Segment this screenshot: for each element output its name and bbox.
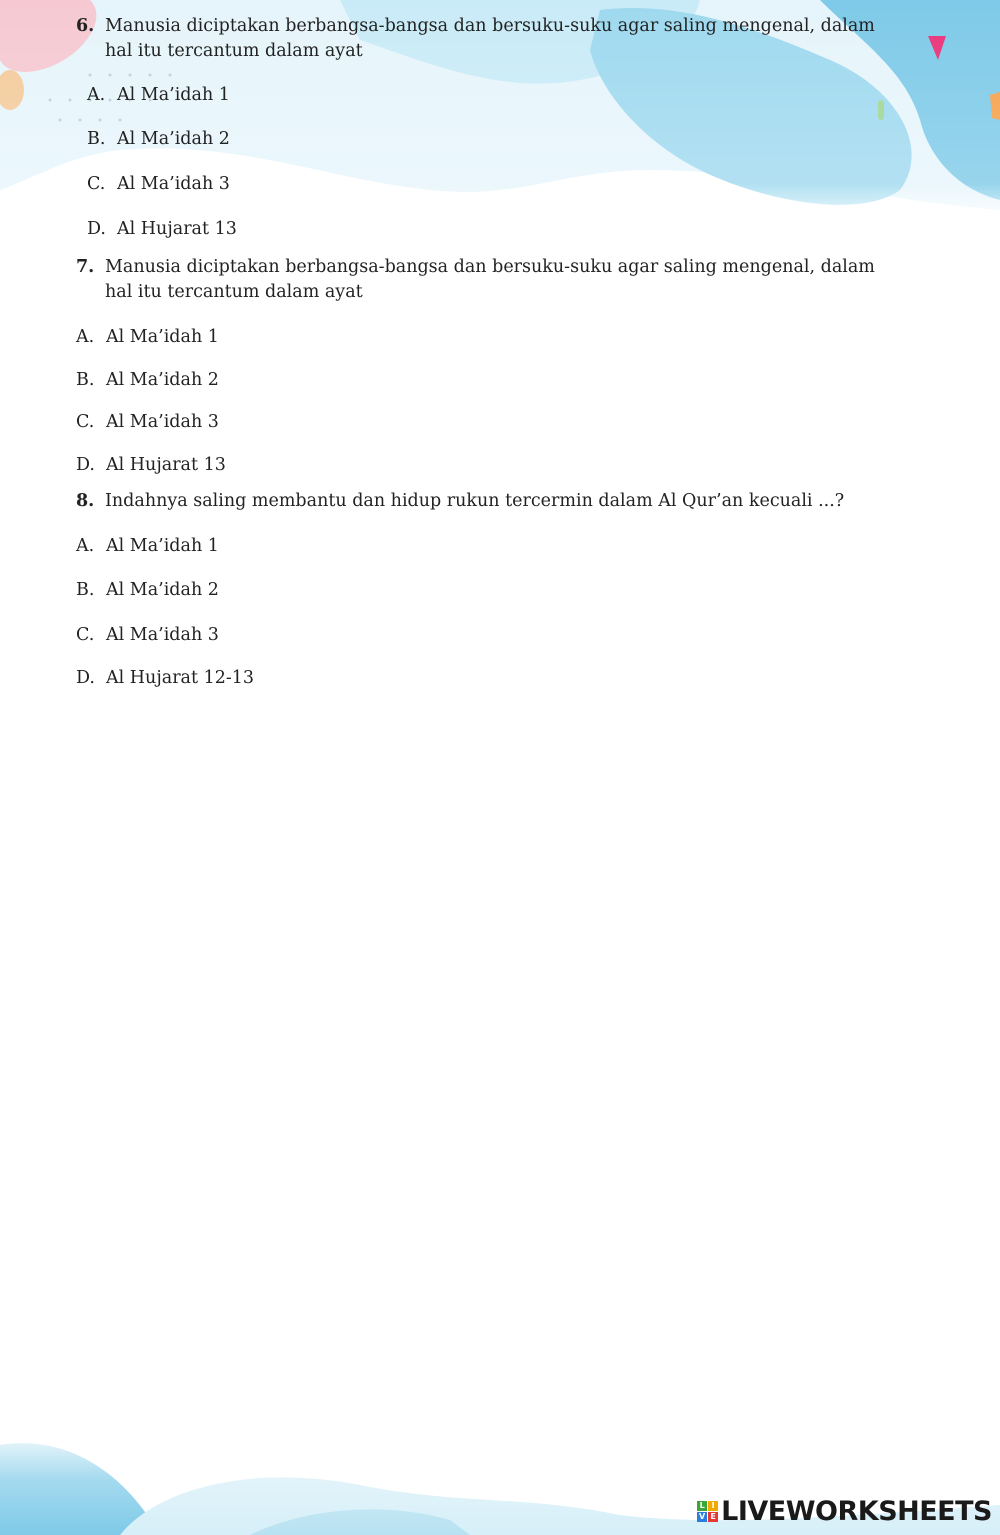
option-letter: A. [76,327,95,347]
option-letter: C. [76,412,95,432]
option-letter: D. [76,668,95,688]
option-text: Al Ma’idah 2 [106,370,219,390]
logo-mark-tile: E [708,1512,718,1522]
option-letter: B. [87,129,106,149]
question-8 [76,489,916,514]
question-text: Manusia diciptakan berbangsa-bangsa dan bersuku-suku agar saling mengenal, dalam hal itu tercantum dalam ayat [105,257,875,302]
option-letter: D. [87,219,106,239]
question-text: Manusia diciptakan berbangsa-bangsa dan bersuku-suku agar saling mengenal, dalam hal itu tercantum dalam ayat [105,16,875,61]
option-a[interactable] [76,326,219,348]
option-text: Al Hujarat 13 [117,219,237,239]
option-letter: C. [76,625,95,645]
option-letter: D. [76,455,95,475]
option-text: Al Ma’idah 1 [106,536,219,556]
option-letter: A. [76,536,95,556]
option-b[interactable] [76,369,219,391]
logo-mark-tile: V [699,1512,706,1521]
option-text: Al Hujarat 12-13 [106,668,255,688]
option-text: Al Ma’idah 3 [117,174,230,194]
logo-mark-tile: L [697,1501,707,1511]
option-letter: C. [87,174,106,194]
question-number: 8. [76,491,95,511]
option-a[interactable] [87,84,230,106]
option-text: Al Ma’idah 3 [106,412,219,432]
option-a[interactable] [76,535,219,557]
question-number: 6. [76,16,95,36]
option-text: Al Hujarat 13 [106,455,226,475]
option-d[interactable] [76,454,226,476]
option-text: Al Ma’idah 3 [106,625,219,645]
question-number: 7. [76,257,95,277]
option-text: Al Ma’idah 1 [117,85,230,105]
option-b[interactable] [76,579,219,601]
logo-text: LIVEWORKSHEETS [721,1496,992,1527]
option-text: Al Ma’idah 1 [106,327,219,347]
question-text: Indahnya saling membantu dan hidup rukun tercermin dalam Al Qur’an kecuali ...? [105,491,845,511]
option-c[interactable] [76,624,219,646]
option-b[interactable] [87,128,230,150]
option-c[interactable] [76,411,219,433]
option-text: Al Ma’idah 2 [117,129,230,149]
option-letter: A. [87,85,106,105]
option-c[interactable] [87,173,230,195]
liveworksheets-logo[interactable] [697,1496,992,1527]
option-letter: B. [76,370,95,390]
option-letter: B. [76,580,95,600]
option-d[interactable] [76,667,254,689]
option-d[interactable] [87,218,237,240]
option-text: Al Ma’idah 2 [106,580,219,600]
question-6 [76,14,916,64]
logo-mark-tile: I [708,1501,718,1511]
logo-mark-icon [697,1501,718,1522]
question-7 [76,255,916,305]
